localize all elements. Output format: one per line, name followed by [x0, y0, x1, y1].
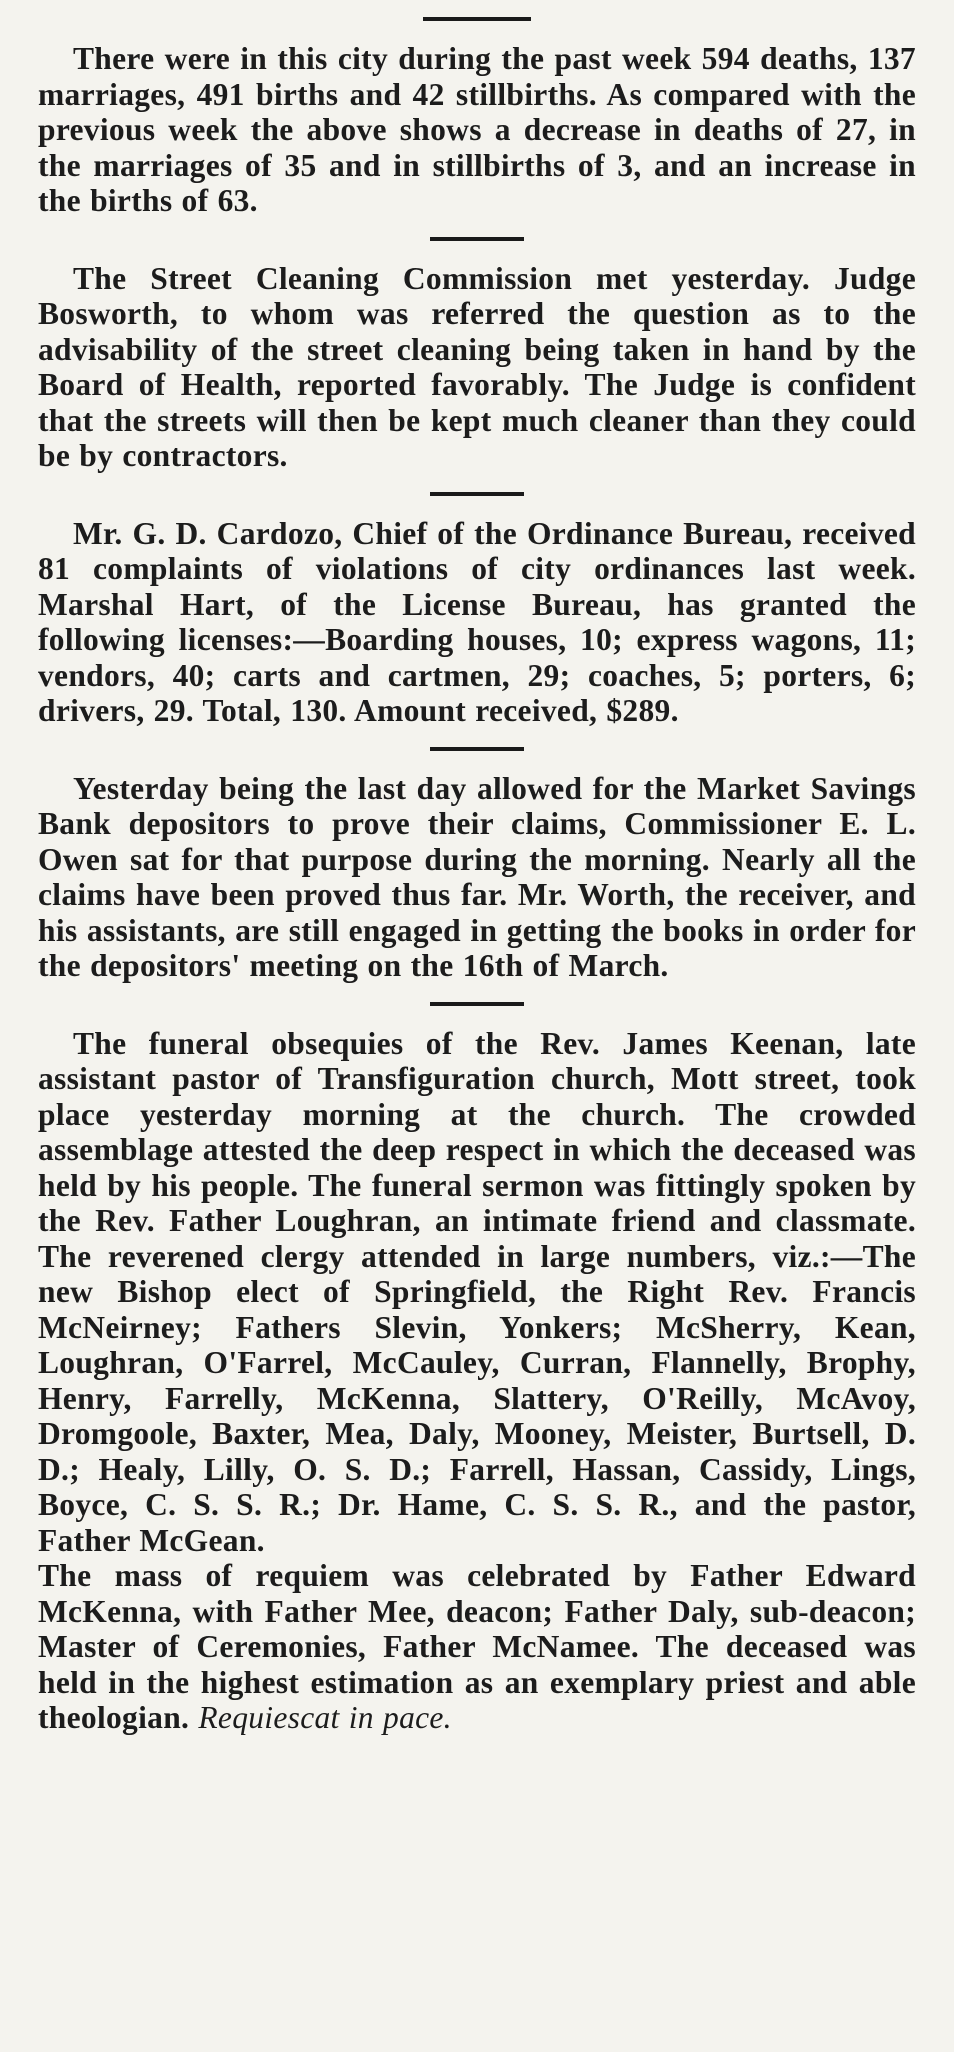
newspaper-column [38, 0, 916, 1736]
separator-rule [430, 492, 524, 496]
article-vital-statistics: There were in this city during the past week 594 deaths, 137 marriages, 491 births and 42 stillbirths. As compared with the previous week the above shows a decrease in deaths of 27, in the marriages of 35 and in stillbirths of 3, and an increase in the births of 63. [38, 41, 916, 218]
top-rule [423, 17, 531, 21]
article-savings-bank: Yesterday being the last day allowed for the Market Savings Bank depositors to prove their claims, Commissioner E. L. Owen sat for that purpose during the morning. Nearly all the claims have been proved thus far. Mr. Worth, the receiver, and his assistants, are still engaged in getting the books in order for the depositors' meeting on the 16th of March. [38, 770, 916, 983]
separator-rule [430, 747, 524, 751]
separator-rule [430, 1002, 524, 1006]
closing-latin-phrase: Requiescat in pace. [198, 1700, 452, 1735]
article-street-cleaning: The Street Cleaning Commission met yesterday. Judge Bosworth, to whom was referred the question as to the advisability of the street cleaning being taken in hand by the Board of Health, reported favorably. The Judge is confident that the streets will then be kept much cleaner than they could be by contractors. [38, 260, 916, 473]
article-ordinance-bureau: Mr. G. D. Cardozo, Chief of the Ordinance Bureau, received 81 complaints of violations of city ordinances last week. Marshal Hart, of the License Bureau, has granted the following licenses:—Boarding houses, 10; express wagons, 11; vendors, 40; carts and cartmen, 29; coaches, 5; porters, 6; drivers, 29. Total, 130. Amount received, $289. [38, 515, 916, 728]
article-funeral-continuation [38, 1558, 916, 1736]
article-funeral-obsequies: The funeral obsequies of the Rev. James Keenan, late assistant pastor of Transfiguration church, Mott street, took place yesterday morning at the church. The crowded assemblage attested the deep respect in which the deceased was held by his people. The funeral sermon was fittingly spoken by the Rev. Father Loughran, an intimate friend and classmate. The reverened clergy attended in large numbers, viz.:—The new Bishop elect of Springfield, the Right Rev. Francis McNeirney; Fathers Slevin, Yonkers; McSherry, Kean, Loughran, O'Farrel, McCauley, Curran, Flannelly, Brophy, Henry, Farrelly, McKenna, Slattery, O'Reilly, McAvoy, Dromgoole, Baxter, Mea, Daly, Mooney, Meister, Burtsell, D. D.; Healy, Lilly, O. S. D.; Farrell, Hassan, Cassidy, Lings, Boyce, C. S. S. R.; Dr. Hame, C. S. S. R., and the pastor, Father McGean. [38, 1025, 916, 1558]
requiem-text: The mass of requiem was celebrated by Father Edward McKenna, with Father Mee, deacon; Father Daly, sub-deacon; Master of Ceremonies, Father McNamee. The deceased was held in the highest estimation as an exemplary priest and able theologian. [38, 1558, 916, 1735]
separator-rule [430, 237, 524, 241]
